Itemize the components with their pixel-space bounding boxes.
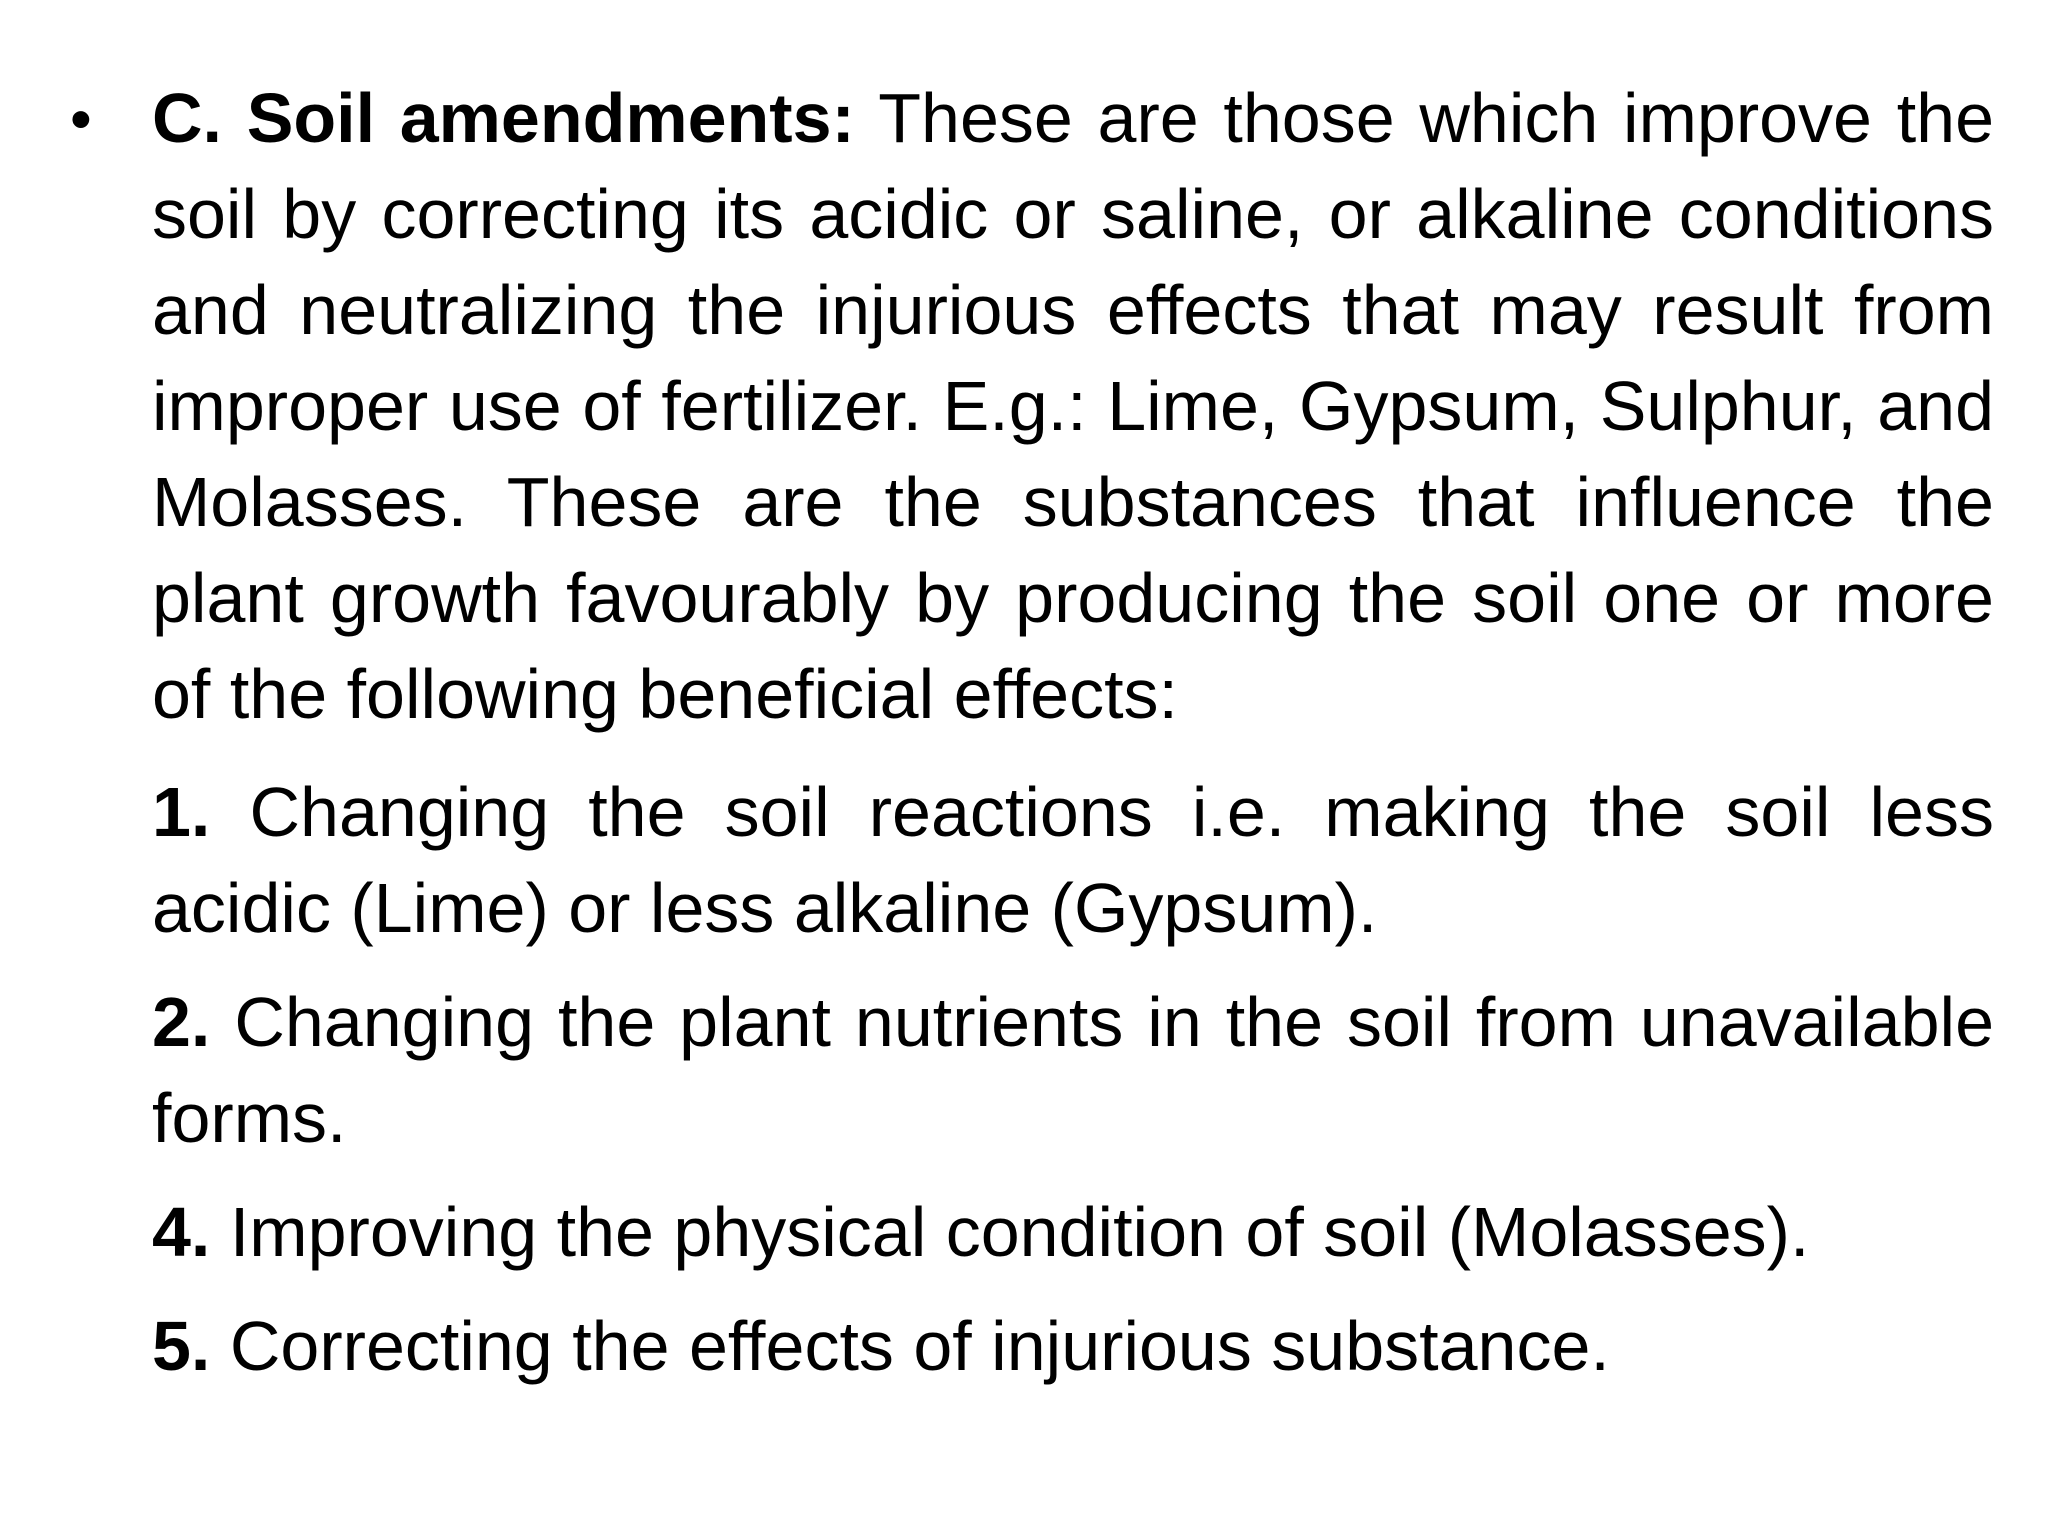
section-heading: C. Soil amendments:: [152, 79, 855, 157]
list-item-text: Changing the plant nutrients in the soil from unavailable forms.: [152, 983, 1995, 1157]
bullet-dot-icon: •: [70, 85, 92, 154]
list-item-number: 4.: [152, 1193, 211, 1271]
list-item-text: Changing the soil reactions i.e. making the soil less acidic (Lime) or less alkaline (Gypsum).: [152, 773, 1994, 947]
list-item: [152, 1184, 1994, 1280]
bullet-paragraph: [152, 70, 1994, 742]
list-item-text: Correcting the effects of injurious substance.: [229, 1307, 1610, 1385]
list-item: [152, 1298, 1994, 1394]
bullet-block: [70, 70, 1998, 1394]
list-item: [152, 764, 1994, 956]
list-item: [152, 974, 1994, 1166]
list-item-number: 1.: [152, 773, 211, 851]
list-item-text: Improving the physical condition of soil (Molasses).: [229, 1193, 1810, 1271]
list-item-number: 5.: [152, 1307, 211, 1385]
section-paragraph: These are those which improve the soil by correcting its acidic or saline, or alkaline conditions and neutralizing the injurious effects that may result from improper use of fertilizer. E.g.: Lime, Gypsum, Sulphur, and Molasses. These are the substances that influence the plant growth favourably by producing the soil one or more of the following beneficial effects:: [152, 79, 1994, 733]
list-item-number: 2.: [152, 983, 211, 1061]
